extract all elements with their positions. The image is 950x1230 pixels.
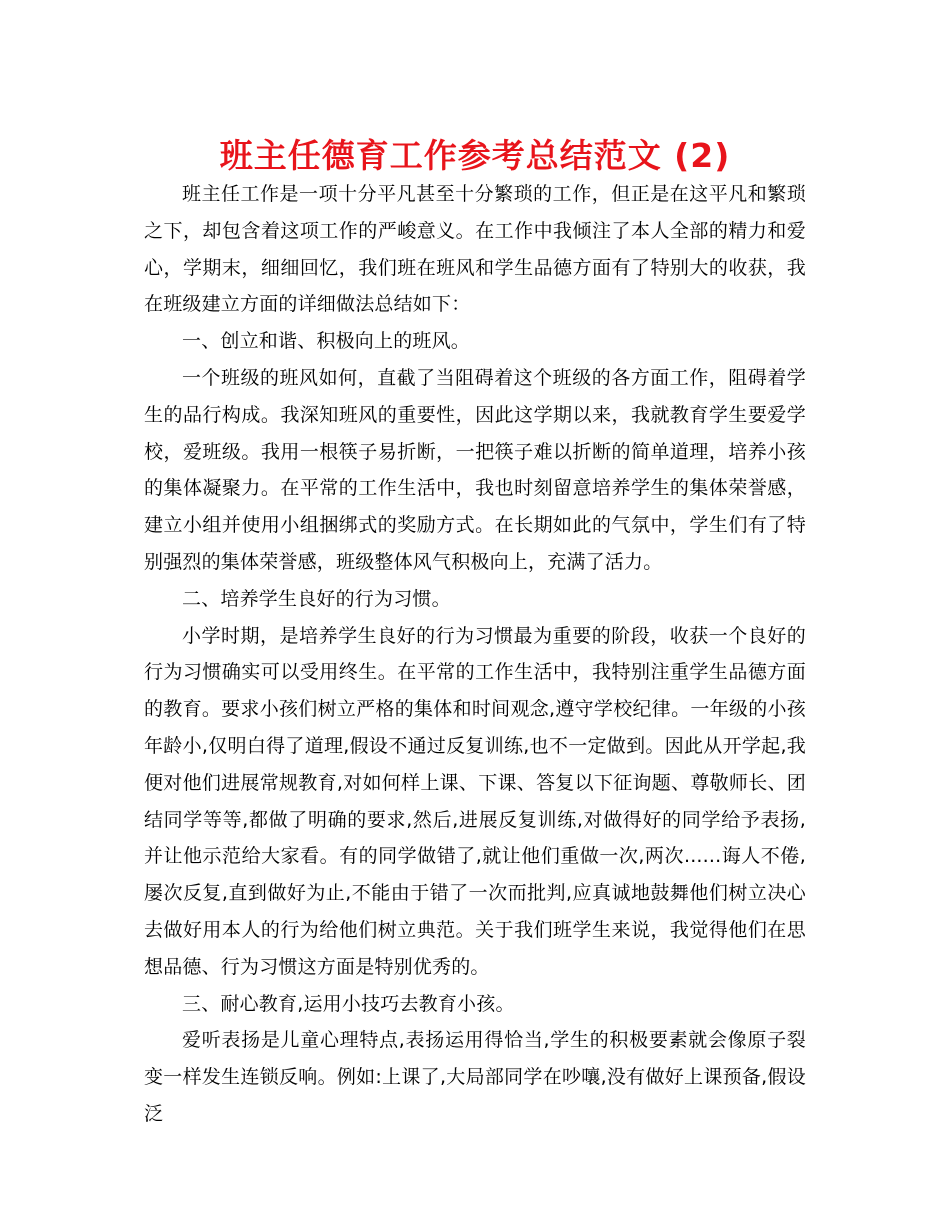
- paragraph-habits: 小学时期，是培养学生良好的行为习惯最为重要的阶段，收获一个良好的行为习惯确实可以受用终生。在平常的工作生活中，我特别注重学生品德方面的教育。要求小孩们树立严格的集体和时间观念,遵守学校纪律。一年级的小孩年龄小,仅明白得了道理,假设不通过反复训练,也不一定做到。因此从开学起,我便对他们进展常规教育,对如何样上课、下课、答复以下征询题、尊敬师长、团结同学等等,都做了明确的要求,然后,进展反复训练,对做得好的同学给予表扬,并让他示范给大家看。有的同学做错了,就让他们重做一次,两次......诲人不倦,屡次反复,直到做好为止,不能由于错了一次而批判,应真诚地鼓舞他们树立决心去做好用本人的行为给他们树立典范。关于我们班学生来说，我觉得他们在思想品德、行为习惯这方面是特别优秀的。: [144, 624, 806, 978]
- paragraph-praise: 爱听表扬是儿童心理特点,表扬运用得恰当,学生的积极要素就会像原子裂变一样发生连锁反响。例如:上课了,大局部同学在吵嚷,没有做好上课预备,假设泛: [144, 1029, 806, 1125]
- section-heading-3: 三、耐心教育,运用小技巧去教育小孩。: [182, 992, 515, 1015]
- document-title: 班主任德育工作参考总结范文 (2): [219, 136, 731, 175]
- paragraph-class-spirit: 一个班级的班风如何，直截了当阻碍着这个班级的各方面工作，阻碍着学生的品行构成。我深知班风的重要性，因此这学期以来，我就教育学生要爱学校，爱班级。我用一根筷子易折断，一把筷子难以折断的简单道理，培养小孩的集体凝聚力。在平常的工作生活中，我也时刻留意培养学生的集体荣誉感，建立小组并使用小组捆绑式的奖励方式。在长期如此的气氛中，学生们有了特别强烈的集体荣誉感，班级整体风气积极向上，充满了活力。: [144, 366, 806, 573]
- paragraph-intro: 班主任工作是一项十分平凡甚至十分繁琐的工作，但正是在这平凡和繁琐之下，却包含着这项工作的严峻意义。在工作中我倾注了本人全部的精力和爱心，学期末，细细回忆，我们班在班风和学生品德方面有了特别大的收获，我在班级建立方面的详细做法总结如下：: [144, 183, 806, 316]
- document-body: [144, 176, 806, 1133]
- section-heading-1: 一、创立和谐、积极向上的班风。: [182, 330, 471, 353]
- section-heading-2: 二、培养学生良好的行为习惯。: [182, 587, 451, 610]
